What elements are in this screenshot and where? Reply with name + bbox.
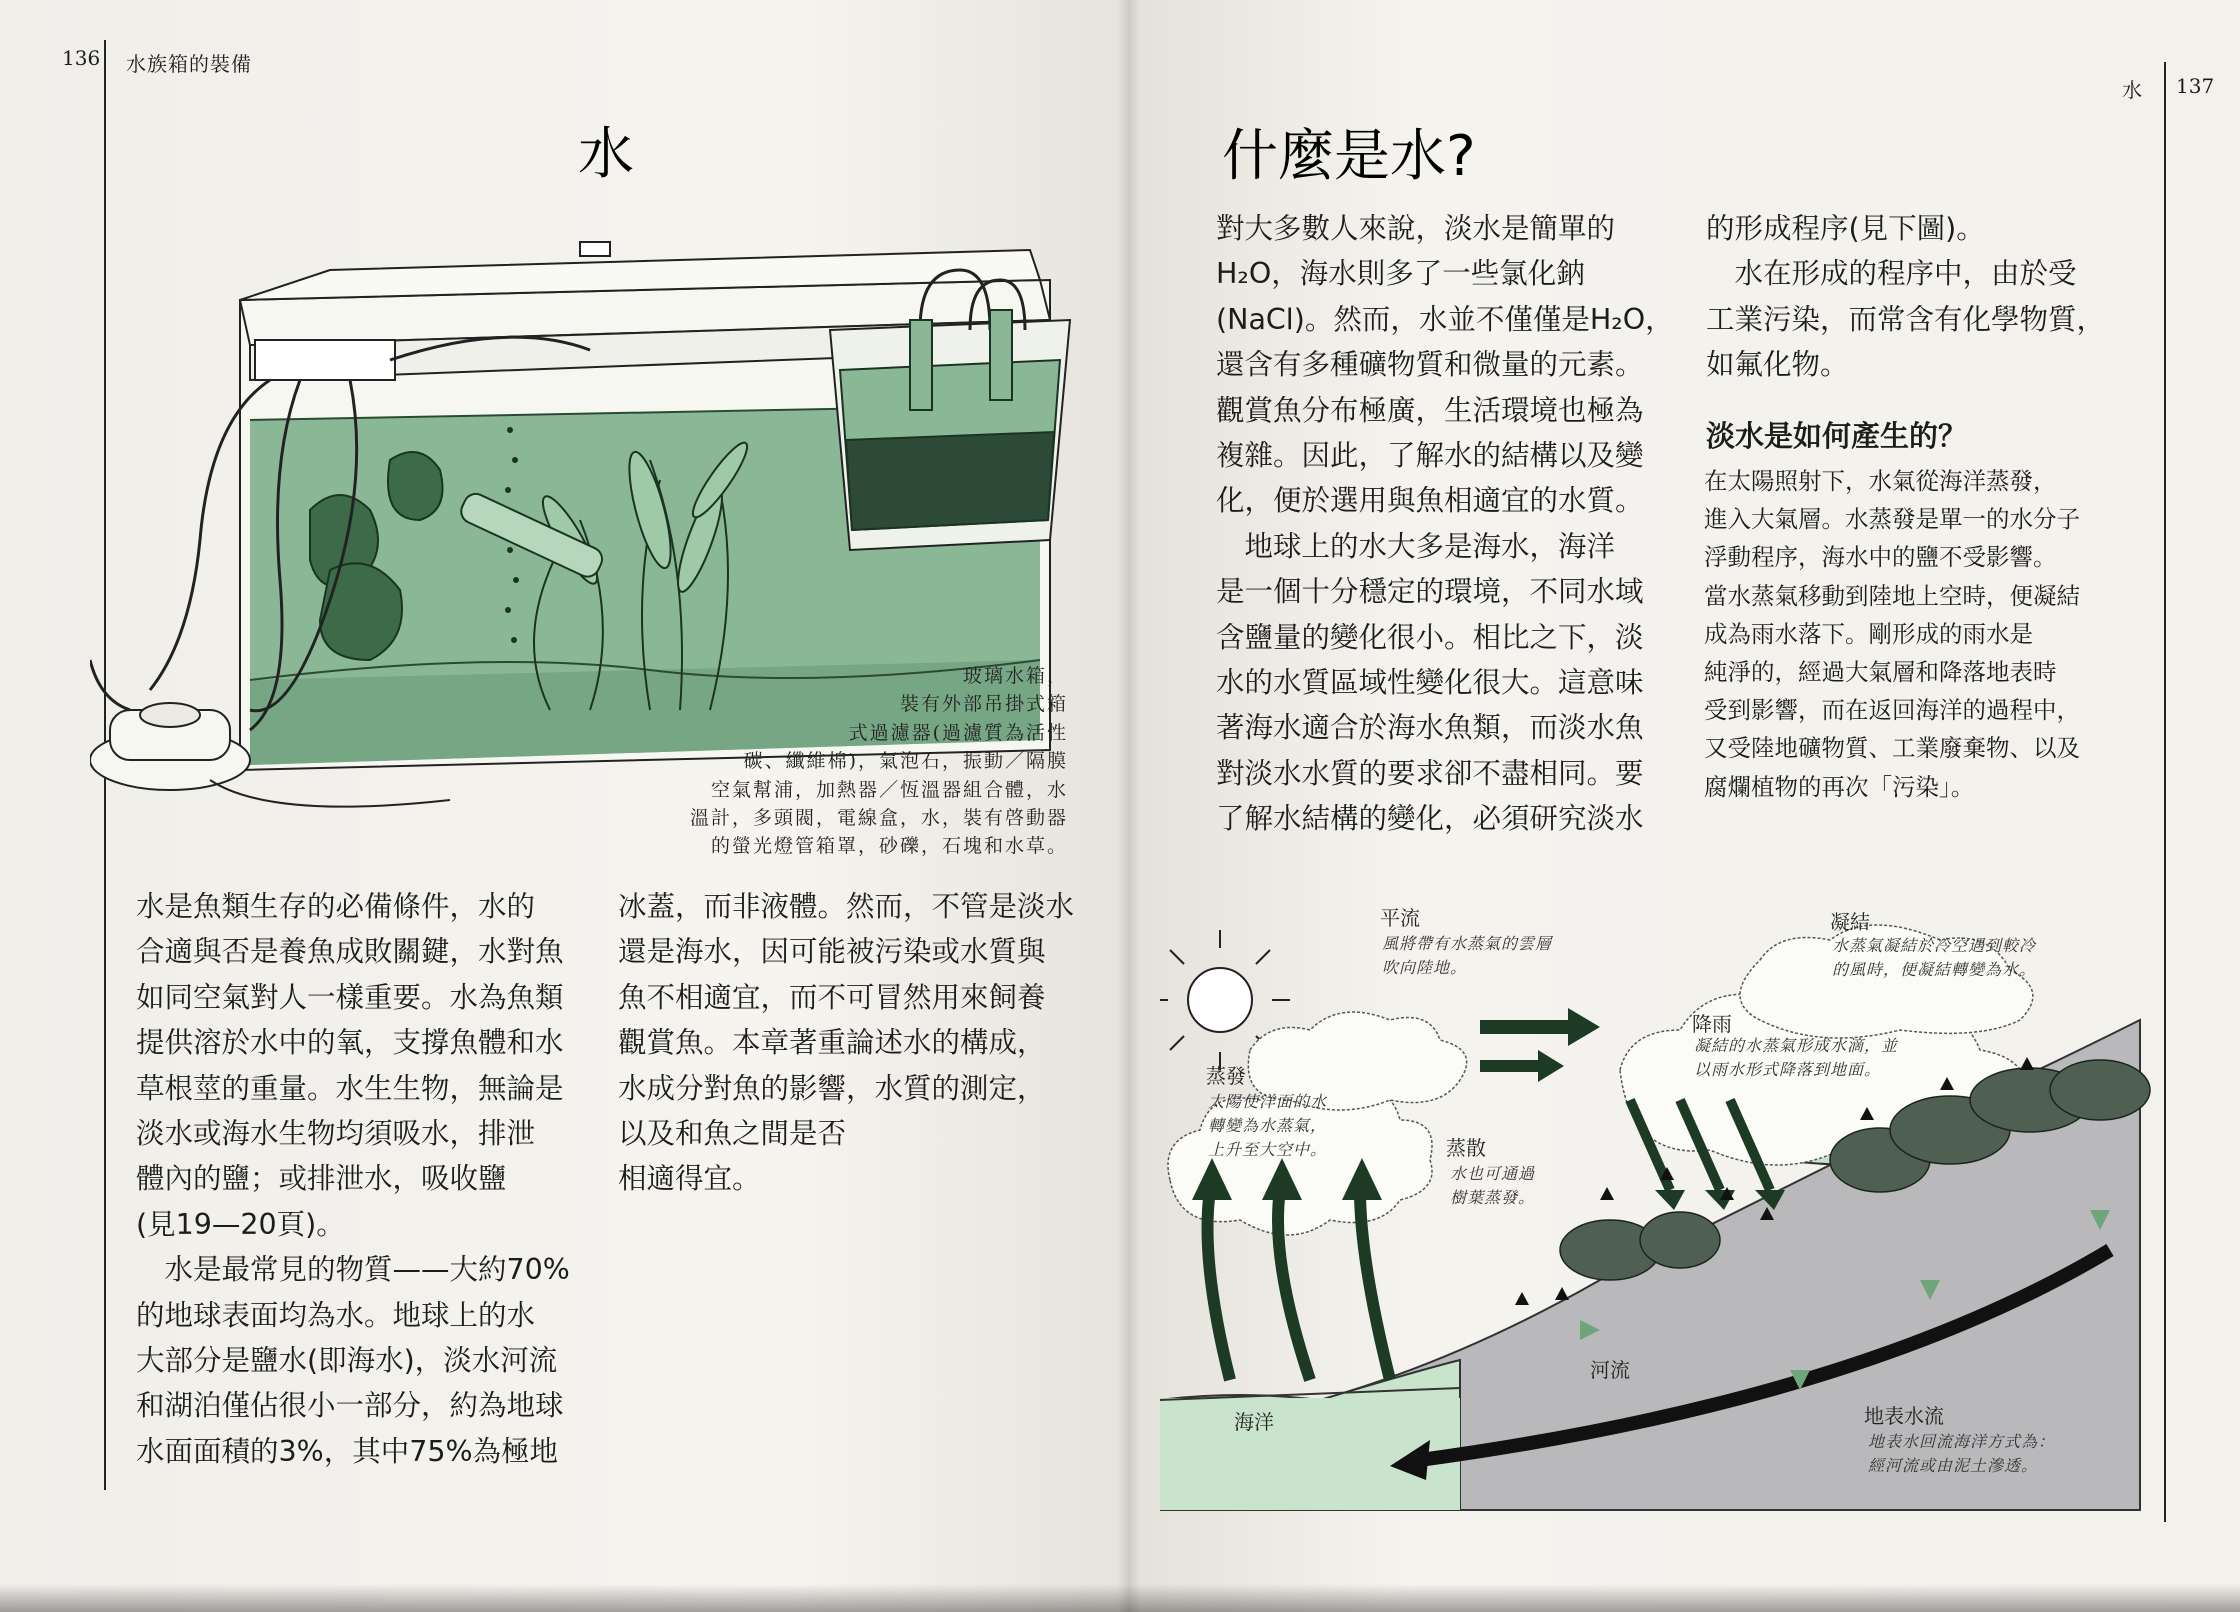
left-column-2: 冰蓋，而非液體。然而，不管是淡水 還是海水，因可能被污染或水質與 魚不相適宜，而不可冒然用來飼養 觀賞魚。本章著重論述水的構成， 水成分對魚的影響，水質的測定， 以及和魚之間是否 相適得宜。 — [618, 890, 1075, 1196]
label-river: 河流 — [1590, 1358, 1630, 1382]
label-ocean: 海洋 — [1234, 1410, 1274, 1434]
label-condensation: 凝結 — [1830, 910, 1870, 934]
left-column-1: 水是魚類生存的必備條件，水的 合適與否是養魚成敗關鍵，水對魚 如同空氣對人一樣重要。水為魚類 提供溶於水中的氧，支撐魚體和水 草根莖的重量。水生生物，無論是 淡水或海水生物均須吸水，排泄 體內的鹽；或排泄水，吸收鹽 (見19—20頁)。 水是最常見的物質——大約70% 的地球表面均為水。地球上的水 大部分是鹽水(即海水)，淡水河流 和湖泊僅佔很小一部分，約為地球 水面面積的3%，其中75%為極地 — [136, 890, 570, 1468]
page-title-left: 水 — [578, 122, 634, 187]
page-number-left: 136 — [62, 46, 101, 70]
note-precipitation: 凝結的水蒸氣形成水滴，並 以雨水形式降落到地面。 — [1694, 1036, 1899, 1079]
label-transpiration: 蒸散 — [1446, 1136, 1486, 1160]
running-header-left: 水族箱的裝備 — [126, 52, 252, 76]
page-title-right: 什麼是水? — [1222, 124, 1476, 189]
page-bottom-shadow — [0, 1584, 2240, 1612]
label-runoff: 地表水流 — [1864, 1404, 1944, 1428]
note-transpiration: 水也可通過 樹葉蒸發。 — [1450, 1164, 1536, 1207]
note-evaporation: 太陽使洋面的水 轉變為水蒸氣， 上升至大空中。 — [1208, 1092, 1328, 1159]
water-cycle-diagram — [1160, 900, 2180, 1520]
section-subhead: 淡水是如何產生的？ — [1706, 419, 1968, 453]
running-header-right: 水 — [2122, 78, 2142, 102]
label-precipitation: 降雨 — [1692, 1012, 1732, 1036]
page-number-right: 137 — [2176, 74, 2215, 98]
right-page — [1128, 0, 2240, 1612]
right-column-2: 的形成程序(見下圖)。 水在形成的程序中，由於受 工業污染，而常含有化學物質， 如氟化物。 — [1706, 212, 2106, 382]
right-column-1: 對大多數人來說，淡水是簡單的 H₂O，海水則多了一些氯化鈉 (NaCl)。然而，水並不僅僅是H₂O， 還含有多種礦物質和微量的元素。 觀賞魚分布極廣，生活環境也極為 複雜。因此，了解水的結構以及變 化，便於選用與魚相適宜的水質。 地球上的水大多是海水，海洋 是一個十分穩定的環境，不同水域 含鹽量的變化很小。相比之下，淡 水的水質區域性變化很大。這意味 著海水適合於海水魚類，而淡水魚 對淡水水質的要求卻不盡相同。要 了解水結構的變化，必須研究淡水 — [1216, 212, 1674, 836]
label-advection: 平流 — [1380, 906, 1420, 930]
note-condensation: 水蒸氣凝結於冷空遇到較冷 的風時，便凝結轉變為水。 — [1832, 936, 2037, 979]
label-evaporation: 蒸發 — [1206, 1064, 1246, 1088]
note-advection: 風將帶有水蒸氣的雲層 吹向陸地。 — [1382, 934, 1553, 977]
note-runoff: 地表水回流海洋方式為： 經河流或由泥土滲透。 — [1868, 1432, 2056, 1475]
illustration-caption: 玻璃水箱， 裝有外部吊掛式箱 式過濾器(過濾質為活性 碳、纖維棉)，氣泡石，振動／隔膜 空氣幫浦，加熱器／恆溫器組合體，水 溫計，多頭閥，電線盒，水，裝有啓動器 的螢光燈管箱罩，砂礫，石塊和水草。 — [689, 665, 1068, 858]
book-gutter — [1118, 0, 1140, 1612]
section-body: 在太陽照射下，水氣從海洋蒸發， 進入大氣層。水蒸發是單一的水分子 浮動程序，海水中的鹽不受影響。 當水蒸氣移動到陸地上空時，便凝結 成為雨水落下。剛形成的雨水是 純淨的，經過大氣層和降落地表時 受到影響，而在返回海洋的過程中， 又受陸地礦物質、工業廢棄物、以及 腐爛植物的再次「污染」。 — [1704, 467, 2080, 801]
